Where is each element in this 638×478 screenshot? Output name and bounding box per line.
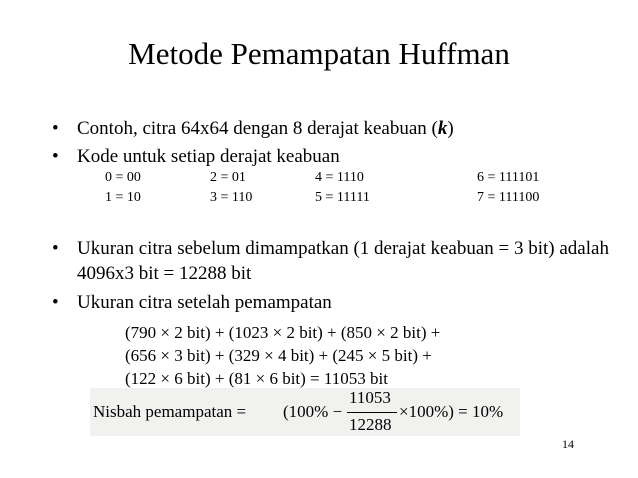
fraction-bar	[347, 412, 397, 413]
nisbah-label: Nisbah pemampatan =	[93, 402, 247, 421]
code-entry: 7 = 111100	[477, 190, 540, 205]
bullet-text: Contoh, citra 64x64 dengan 8 derajat keabuan (k)	[77, 118, 454, 139]
code-entry: 4 = 1110	[315, 170, 364, 185]
bullet-marker: •	[52, 238, 59, 259]
nisbah-close: ×100%) = 10%	[399, 402, 504, 421]
bullet-marker: •	[52, 292, 59, 313]
bullet-text: Kode untuk setiap derajat keabuan	[77, 146, 340, 167]
slide-title: Metode Pemampatan Huffman	[128, 36, 510, 71]
code-entry: 3 = 110	[210, 190, 253, 205]
code-entry: 0 = 00	[105, 170, 141, 185]
fraction-denominator: 12288	[349, 415, 392, 434]
bullet-text: Ukuran citra sebelum dimampatkan (1 derajat keabuan = 3 bit) adalah 4096x3 bit = 12288 bit	[77, 238, 609, 284]
bullet-marker: •	[52, 118, 59, 139]
page-number: 14	[562, 437, 574, 451]
variable-k: k	[437, 118, 448, 139]
fraction-numerator: 11053	[349, 388, 391, 407]
code-entry: 5 = 11111	[315, 190, 370, 205]
code-entry: 2 = 01	[210, 170, 246, 185]
bullet-text: Ukuran citra setelah pemampatan	[77, 292, 332, 313]
formula-line-1: (790 × 2 bit) + (1023 × 2 bit) + (850 × 2 bit) +	[125, 323, 441, 342]
formula-line-3: (122 × 6 bit) + (81 × 6 bit) = 11053 bit	[125, 369, 388, 388]
code-entry: 6 = 111101	[477, 170, 540, 185]
formula-line-2: (656 × 3 bit) + (329 × 4 bit) + (245 × 5 bit) +	[125, 346, 432, 365]
nisbah-open: (100% −	[283, 402, 343, 421]
bullet-marker: •	[52, 146, 59, 167]
code-entry: 1 = 10	[105, 190, 141, 205]
